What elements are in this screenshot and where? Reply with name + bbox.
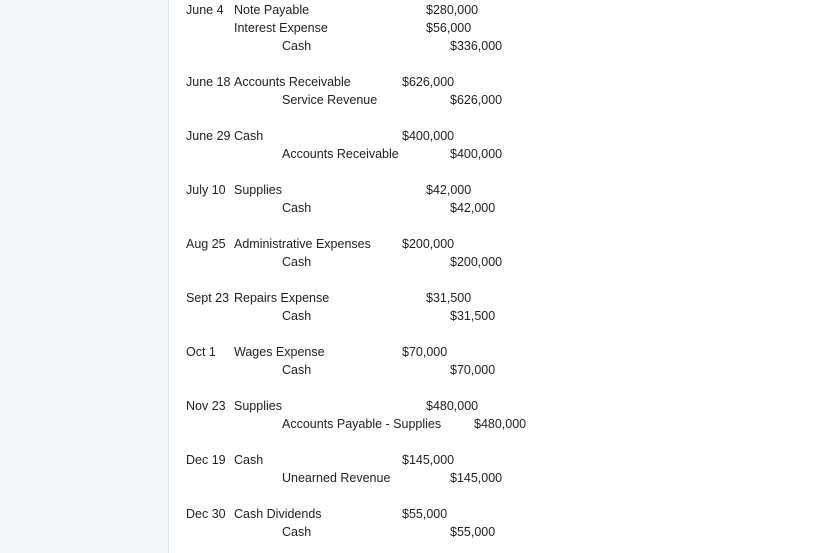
journal-entry (169, 288, 827, 324)
debit-amount: $400,000 (402, 129, 455, 143)
credit-amount: $480,000 (474, 417, 527, 431)
entry-date: Dec 19 (186, 453, 226, 467)
credit-account: Cash (282, 39, 312, 53)
credit-account: Accounts Receivable (282, 147, 399, 161)
credit-account: Accounts Payable - Supplies (282, 417, 442, 431)
journal-entry (169, 126, 827, 162)
credit-amount: $55,000 (450, 525, 496, 539)
entry-date: Sept 23 (186, 291, 230, 305)
debit-amount: $31,500 (426, 291, 472, 305)
entry-date: June 29 (186, 129, 231, 143)
journal-entry (169, 450, 827, 486)
journal-entry (169, 0, 827, 53)
journal-entry (169, 504, 827, 540)
credit-account: Cash (282, 255, 312, 269)
debit-account: Supplies (234, 183, 282, 197)
debit-amount: $56,000 (426, 21, 472, 35)
debit-account: Note Payable (234, 3, 310, 17)
debit-account: Accounts Receivable (234, 75, 351, 89)
journal-entry (169, 396, 827, 432)
debit-amount: $42,000 (426, 183, 472, 197)
credit-account: Unearned Revenue (282, 471, 391, 485)
entry-date: July 10 (186, 183, 226, 197)
credit-account: Cash (282, 525, 312, 539)
left-panel (0, 0, 169, 553)
entry-date: Aug 25 (186, 237, 226, 251)
credit-amount: $336,000 (450, 39, 503, 53)
credit-amount: $42,000 (450, 201, 496, 215)
debit-account: Repairs Expense (234, 291, 330, 305)
debit-amount: $200,000 (402, 237, 455, 251)
entry-date: Dec 30 (186, 507, 226, 521)
debit-amount: $480,000 (426, 399, 479, 413)
entry-date: Oct 1 (186, 345, 216, 359)
credit-amount: $145,000 (450, 471, 503, 485)
debit-account: Supplies (234, 399, 282, 413)
credit-account: Service Revenue (282, 93, 378, 107)
entry-date: June 4 (186, 3, 224, 17)
credit-account: Cash (282, 309, 312, 323)
debit-amount: $55,000 (402, 507, 448, 521)
debit-account: Cash (234, 453, 264, 467)
debit-account: Administrative Expenses (234, 237, 371, 251)
entry-date: June 18 (186, 75, 231, 89)
debit-amount: $145,000 (402, 453, 455, 467)
credit-amount: $200,000 (450, 255, 503, 269)
debit-amount: $280,000 (426, 3, 479, 17)
debit-account: Interest Expense (234, 21, 328, 35)
debit-account: Cash (234, 129, 264, 143)
journal-entries-document (169, 0, 827, 553)
credit-account: Cash (282, 363, 312, 377)
journal-entry (169, 72, 827, 108)
debit-account: Wages Expense (234, 345, 325, 359)
journal-entry (169, 180, 827, 216)
journal-entry (169, 342, 827, 378)
credit-account: Cash (282, 201, 312, 215)
debit-amount: $70,000 (402, 345, 448, 359)
credit-amount: $31,500 (450, 309, 496, 323)
journal-entry (169, 234, 827, 270)
credit-amount: $400,000 (450, 147, 503, 161)
credit-amount: $626,000 (450, 93, 503, 107)
credit-amount: $70,000 (450, 363, 496, 377)
debit-account: Cash Dividends (234, 507, 322, 521)
debit-amount: $626,000 (402, 75, 455, 89)
entry-date: Nov 23 (186, 399, 226, 413)
